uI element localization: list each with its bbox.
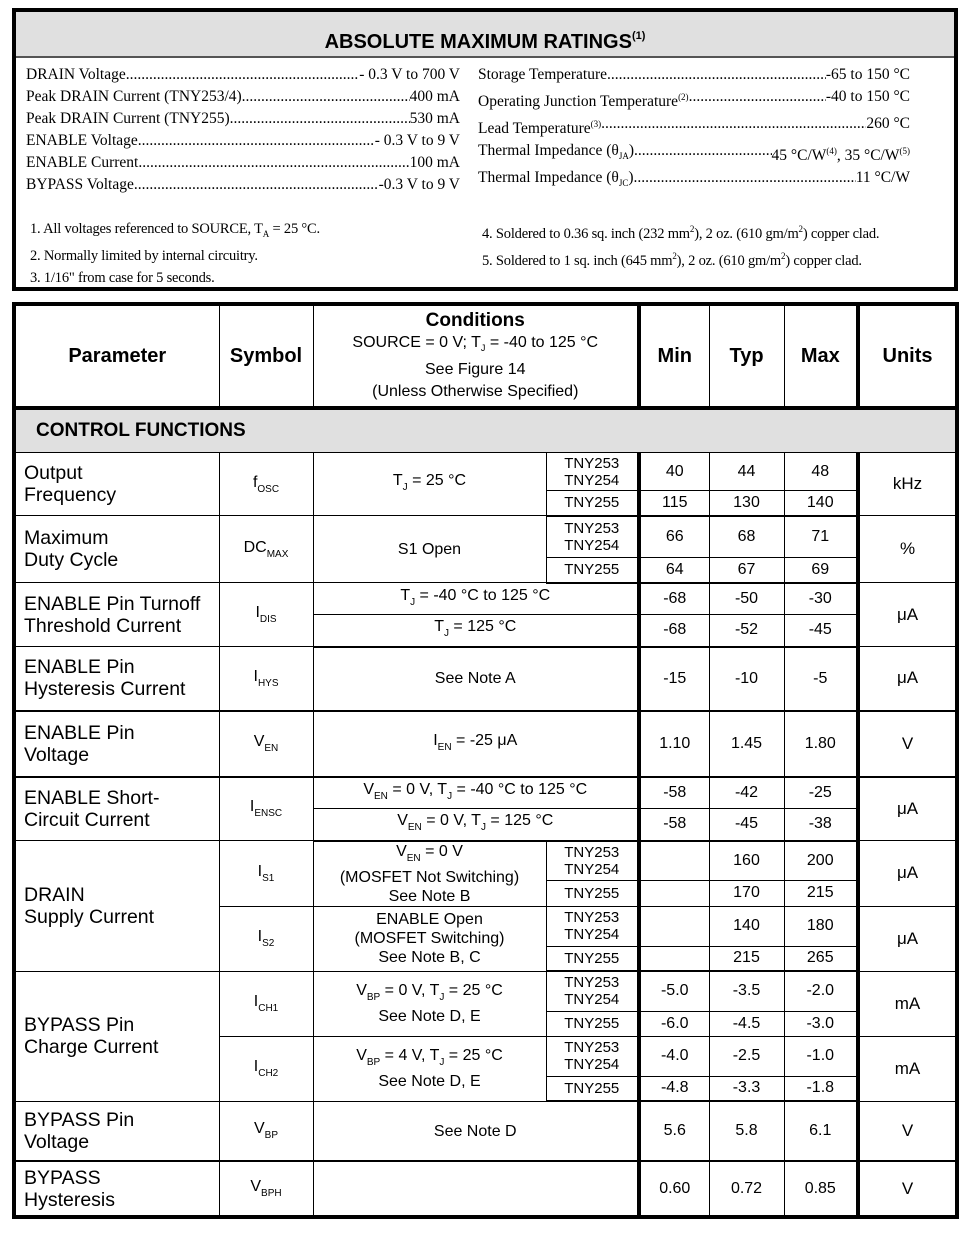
note-1: 1. All voltages referenced to SOURCE, $T_A = 25$ °C. [30,221,320,239]
min-value [639,841,709,881]
param-bypass-pin-voltage: BYPASS Pin Voltage [14,1101,219,1161]
param-maximum-duty-cycle: Maximum Duty Cycle [14,516,219,583]
device: TNY255 [546,881,639,906]
typ-value: 160 [709,841,784,881]
device: TNY253 TNY254 [546,906,639,946]
condition: See Note D [313,1101,639,1161]
max-value: -5 [784,647,858,711]
table-row [14,971,957,1011]
min-value: 40 [639,453,709,491]
typ-value: -3.5 [709,971,784,1011]
symbol-idis: $I_{DIS}$ [219,583,313,647]
header-conditions: Conditions SOURCE = 0 V; $T_J = -40$ to 125 °C See Figure 14 (Unless Otherwise Specified) [313,304,639,408]
min-value: 115 [639,491,709,516]
max-value: 48 [784,453,858,491]
param-bypass-charge-current: BYPASS Pin Charge Current [14,971,219,1101]
max-value: 265 [784,946,858,971]
unit: V [858,1161,957,1217]
unit: μA [858,906,957,971]
rating-row: Peak DRAIN Current (TNY255) ..... 530 mA [26,108,460,130]
symbol-is2: $I_{S2}$ [219,906,313,971]
typ-value: 215 [709,946,784,971]
header-parameter: Parameter [14,304,219,408]
typ-value: 140 [709,906,784,946]
symbol-ich2: $I_{CH2}$ [219,1036,313,1101]
max-value: 200 [784,841,858,881]
condition: $V_{BP} = 4$ V, $T_J = 25$ °C See Note D, E [313,1036,546,1101]
symbol-fosc: $f_{OSC}$ [219,453,313,516]
max-value: -30 [784,583,858,615]
typ-value: 67 [709,558,784,583]
symbol-ihys: $I_{HYS}$ [219,647,313,711]
abs-max-left-column [26,64,460,196]
unit: mA [858,1036,957,1101]
table-row [14,647,957,711]
device: TNY253 TNY254 [546,971,639,1011]
note-3: 3. 1/16" from case for 5 seconds. [30,270,215,286]
typ-value: -50 [709,583,784,615]
table-row [14,453,957,491]
min-value: 66 [639,516,709,558]
unit: μA [858,647,957,711]
unit: V [858,1101,957,1161]
min-value: 0.60 [639,1161,709,1217]
typ-value: -2.5 [709,1036,784,1076]
unit: μA [858,583,957,647]
unit: % [858,516,957,583]
rating-row: Thermal Impedance $(\theta_{JA})$ ..... 45 $^\circ C/W^{(4)}$, 35 $^\circ C/W^{(5)}$ [478,140,910,167]
abs-max-notes-right [482,218,962,272]
device: TNY253 TNY254 [546,516,639,558]
min-value: -6.0 [639,1011,709,1036]
condition: $I_{EN} = -25$ μA [313,711,639,777]
min-value: 64 [639,558,709,583]
max-value: -45 [784,615,858,647]
max-value: -2.0 [784,971,858,1011]
typ-value: -52 [709,615,784,647]
symbol-ven: $V_{EN}$ [219,711,313,777]
table-row [14,516,957,558]
min-value [639,906,709,946]
min-value: -68 [639,615,709,647]
rating-row: BYPASS Voltage ..... -0.3 V to 9 V [26,174,460,196]
min-value: -15 [639,647,709,711]
abs-max-notes-left [30,218,480,289]
table-row [14,1161,957,1217]
typ-value: -45 [709,809,784,841]
rating-row: Operating Junction Temperature$^{(2)}$ ..... -40 to 150 °C [478,86,910,113]
abs-max-right-column [478,64,910,194]
unit: μA [858,777,957,841]
max-value: 6.1 [784,1101,858,1161]
device: TNY255 [546,1076,639,1101]
condition: See Note A [313,647,639,711]
min-value: -4.0 [639,1036,709,1076]
typ-value: -42 [709,777,784,809]
min-value [639,946,709,971]
rating-row: Thermal Impedance $(\theta_{JC})$ ..... 11 °C/W [478,167,910,194]
typ-value: 5.8 [709,1101,784,1161]
rating-row: Peak DRAIN Current (TNY253/4) ..... 400 mA [26,86,460,108]
rating-row: DRAIN Voltage ..... - 0.3 V to 700 V [26,64,460,86]
max-value: 140 [784,491,858,516]
table-row [14,583,957,615]
rating-row: Lead Temperature$^{(3)}$ ..... 260 °C [478,113,910,140]
max-value: 180 [784,906,858,946]
header-min: Min [639,304,709,408]
note-5: 5. Soldered to 1 sq. inch (645 $mm^2$), 2 oz. (610 $gm/m^2$) copper clad. [482,251,862,269]
symbol-ich1: $I_{CH1}$ [219,971,313,1036]
min-value: 1.10 [639,711,709,777]
max-value: -3.0 [784,1011,858,1036]
note-4: 4. Soldered to 0.36 sq. inch (232 $mm^2$), 2 oz. (610 $gm/m^2$) copper clad. [482,224,880,242]
electrical-characteristics-table [12,302,959,1219]
device: TNY255 [546,1011,639,1036]
table-row [14,711,957,777]
param-enable-short-circuit-current: ENABLE Short- Circuit Current [14,777,219,841]
device: TNY253 TNY254 [546,1036,639,1076]
max-value: -25 [784,777,858,809]
section-control-functions: CONTROL FUNCTIONS [14,408,957,453]
rating-row: ENABLE Current ..... 100 mA [26,152,460,174]
max-value: 0.85 [784,1161,858,1217]
max-value: -1.0 [784,1036,858,1076]
param-enable-pin-voltage: ENABLE Pin Voltage [14,711,219,777]
min-value: 5.6 [639,1101,709,1161]
condition: $V_{BP} = 0$ V, $T_J = 25$ °C See Note D, E [313,971,546,1036]
abs-max-title: ABSOLUTE MAXIMUM RATINGS$^{(1)}$ [16,12,954,58]
device: TNY255 [546,491,639,516]
param-enable-hysteresis-current: ENABLE Pin Hysteresis Current [14,647,219,711]
symbol-vbp: $V_{BP}$ [219,1101,313,1161]
device: TNY255 [546,946,639,971]
min-value: -68 [639,583,709,615]
condition: $V_{EN} = 0$ V, $T_J = 125$ °C [313,809,639,841]
max-value: 71 [784,516,858,558]
typ-value: 170 [709,881,784,906]
header-symbol: Symbol [219,304,313,408]
device: TNY253 TNY254 [546,453,639,491]
table-row [14,777,957,809]
device: TNY255 [546,558,639,583]
unit: kHz [858,453,957,516]
param-enable-turnoff-threshold-current: ENABLE Pin Turnoff Threshold Current [14,583,219,647]
symbol-is1: $I_{S1}$ [219,841,313,907]
param-bypass-hysteresis: BYPASS Hysteresis [14,1161,219,1217]
unit: mA [858,971,957,1036]
max-value: 215 [784,881,858,906]
unit: μA [858,841,957,907]
rating-row: ENABLE Voltage ..... - 0.3 V to 9 V [26,130,460,152]
typ-value: -4.5 [709,1011,784,1036]
table-header-row [14,304,957,408]
typ-value: 44 [709,453,784,491]
note-2: 2. Normally limited by internal circuitry. [30,248,258,264]
rating-row: Storage Temperature ..... -65 to 150 °C [478,64,910,86]
condition: $T_J = 25$ °C [313,453,546,516]
device: TNY253 TNY254 [546,841,639,881]
max-value: 69 [784,558,858,583]
table-row [14,1101,957,1161]
unit: V [858,711,957,777]
symbol-dcmax: $DC_{MAX}$ [219,516,313,583]
condition: $V_{EN} = 0$ V, $T_J = -40$ °C to 125 °C [313,777,639,809]
min-value [639,881,709,906]
max-value: -1.8 [784,1076,858,1101]
table-row [14,841,957,881]
condition: S1 Open [313,516,546,583]
condition: $T_J = -40$ °C to 125 °C [313,583,639,615]
max-value: -38 [784,809,858,841]
min-value: -58 [639,809,709,841]
condition [313,1161,639,1217]
typ-value: -10 [709,647,784,711]
absolute-maximum-ratings-box [12,8,958,291]
header-typ: Typ [709,304,784,408]
typ-value: 130 [709,491,784,516]
symbol-vbph: $V_{BPH}$ [219,1161,313,1217]
typ-value: 0.72 [709,1161,784,1217]
typ-value: 68 [709,516,784,558]
typ-value: -3.3 [709,1076,784,1101]
min-value: -58 [639,777,709,809]
header-units: Units [858,304,957,408]
symbol-iensc: $I_{ENSC}$ [219,777,313,841]
param-drain-supply-current: DRAIN Supply Current [14,841,219,972]
param-output-frequency: Output Frequency [14,453,219,516]
min-value: -5.0 [639,971,709,1011]
typ-value: 1.45 [709,711,784,777]
header-max: Max [784,304,858,408]
max-value: 1.80 [784,711,858,777]
condition: ENABLE Open (MOSFET Switching) See Note B, C [313,906,546,971]
min-value: -4.8 [639,1076,709,1101]
condition: $V_{EN} = 0$ V (MOSFET Not Switching) See Note B [313,841,546,907]
condition: $T_J = 125$ °C [313,615,639,647]
